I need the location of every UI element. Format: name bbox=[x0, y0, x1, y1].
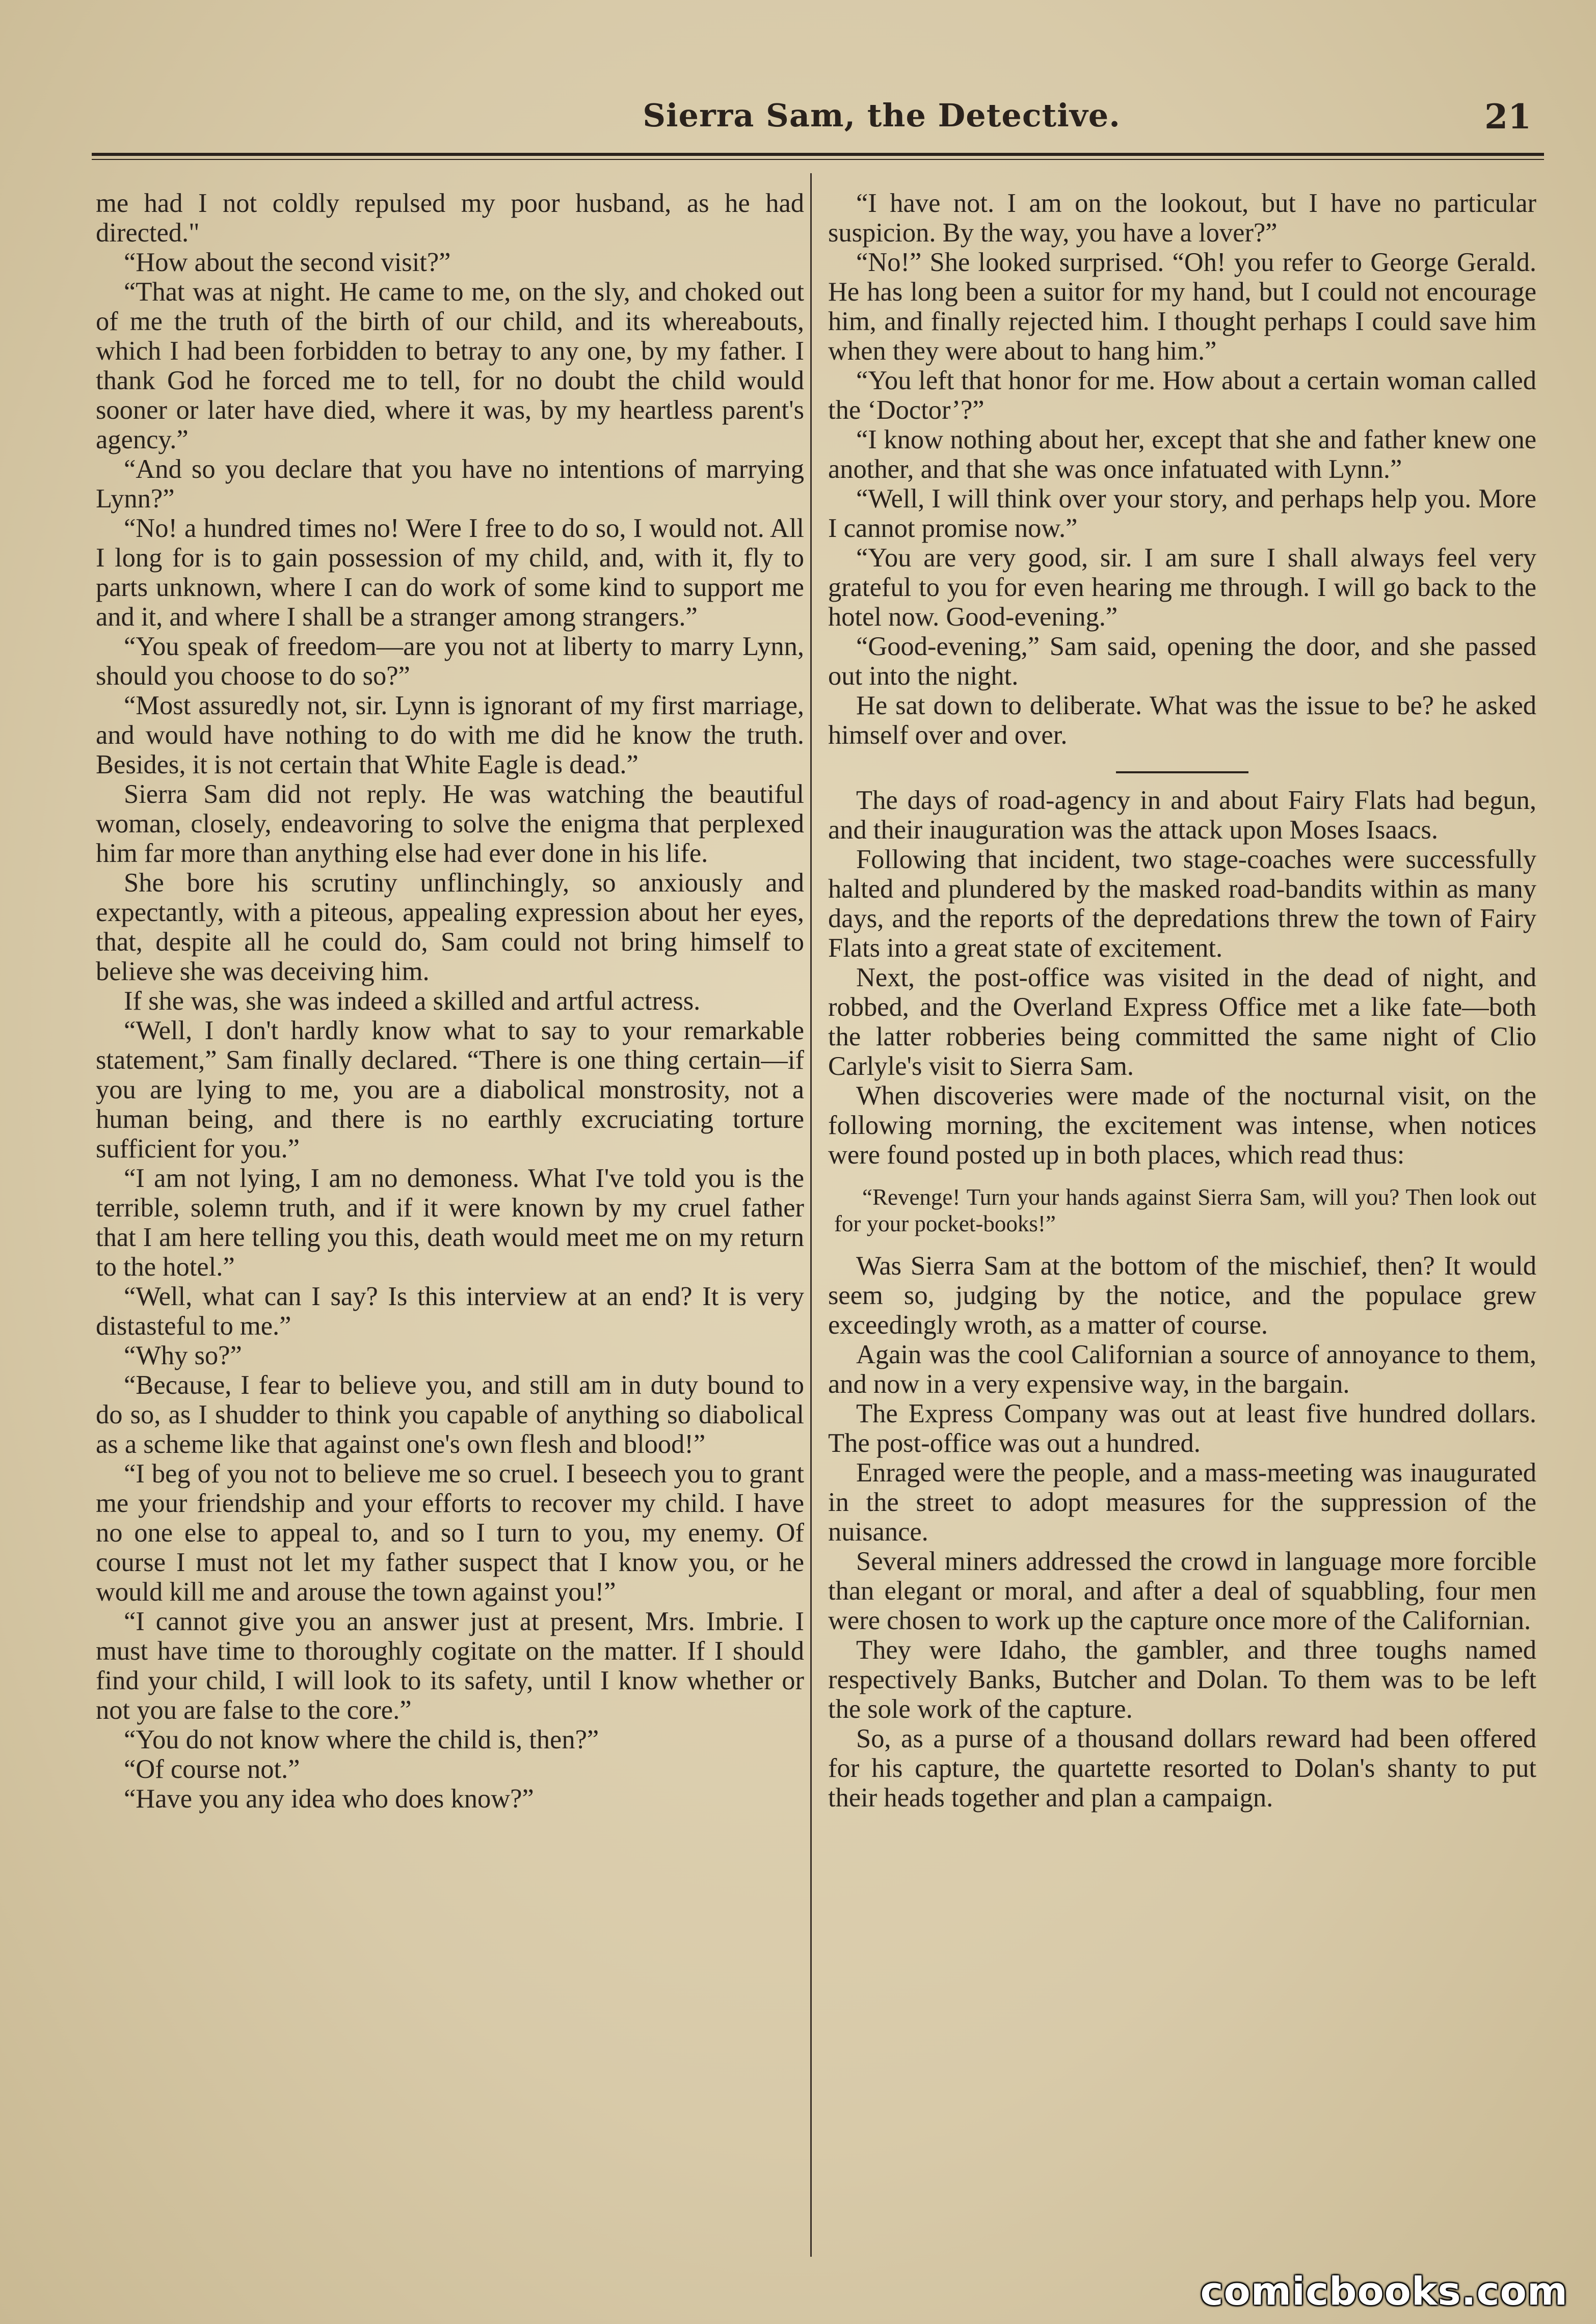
paragraph: “No!” She looked surprised. “Oh! you refer to George Gerald. He has long been a suitor for my hand, but I could not encourage him, and finally rejected him. I thought perhaps I could save him when they were about to hang him.” bbox=[828, 248, 1536, 366]
right-column bbox=[828, 188, 1536, 1813]
paragraph: Was Sierra Sam at the bottom of the mischief, then? It would seem so, judging by the notice, and the populace grew exceedingly wroth, as a matter of course. bbox=[828, 1251, 1536, 1340]
paragraph: Enraged were the people, and a mass-meeting was inaugurated in the street to adopt measures for the suppression of the nuisance. bbox=[828, 1458, 1536, 1547]
paragraph: She bore his scrutiny unflinchingly, so anxiously and expectantly, with a piteous, appealing expression about her eyes, that, despite all he could do, Sam could not bring himself to believe she was deceiving him. bbox=[96, 868, 804, 986]
paragraph: Next, the post-office was visited in the dead of night, and robbed, and the Overland Express Office met a like fate—both the latter robberies being committed the same night of Clio Carlyle's visit to Sierra Sam. bbox=[828, 963, 1536, 1081]
paragraph: “I beg of you not to believe me so cruel. I beseech you to grant me your friendship and your efforts to recover my child. I have no one else to appeal to, and so I turn to you, my enemy. Of course I must not let my father suspect that I know you, or he would kill me and arouse the town against you!” bbox=[96, 1459, 804, 1607]
paragraph: The Express Company was out at least five hundred dollars. The post-office was out a hundred. bbox=[828, 1399, 1536, 1458]
column-divider bbox=[810, 173, 812, 2257]
paragraph: When discoveries were made of the nocturnal visit, on the following morning, the excitement was intense, when notices were found posted up in both places, which read thus: bbox=[828, 1081, 1536, 1170]
paragraph: “You left that honor for me. How about a certain woman called the ‘Doctor’?” bbox=[828, 366, 1536, 425]
watermark: comicbooks.com bbox=[1200, 2268, 1568, 2314]
paragraph: “That was at night. He came to me, on the sly, and choked out of me the truth of the birth of our child, and its whereabouts, which I had been forbidden to betray to any one, by my father. I thank God he forced me to tell, for no doubt the child would sooner or later have died, where it was, by my heartless parent's agency.” bbox=[96, 277, 804, 454]
paragraph: “Well, I will think over your story, and perhaps help you. More I cannot promise now.” bbox=[828, 484, 1536, 543]
header-title: Sierra Sam, the Detective. bbox=[643, 97, 1121, 134]
paragraph: “How about the second visit?” bbox=[124, 248, 451, 277]
header-rule bbox=[92, 153, 1544, 156]
paragraph: So, as a purse of a thousand dollars reward had been offered for his capture, the quartette resorted to Dolan's shanty to put their heads together and plan a campaign. bbox=[828, 1724, 1536, 1813]
paragraph: “You speak of freedom—are you not at liberty to marry Lynn, should you choose to do so?” bbox=[96, 632, 804, 691]
paragraph: “Well, I don't hardly know what to say to your remarkable statement,” Sam finally declared. “There is one thing certain—if you are lying to me, you are a diabolical monstrosity, not a human being, and there is no earthly excruciating torture sufficient for you.” bbox=[96, 1016, 804, 1164]
paragraph: me had I not coldly repulsed my poor husband, as he had directed." bbox=[96, 188, 804, 248]
paragraph: “I am not lying, I am no demoness. What I've told you is the terrible, solemn truth, and if it were known by my cruel father that I am here telling you this, death would meet me on my return to the hotel.” bbox=[96, 1164, 804, 1282]
paragraph: “Well, what can I say? Is this interview at an end? It is very distasteful to me.” bbox=[96, 1282, 804, 1341]
paragraph: “Good-evening,” Sam said, opening the door, and she passed out into the night. bbox=[828, 632, 1536, 691]
paragraph: “You do not know where the child is, then?” bbox=[124, 1725, 599, 1754]
paragraph: “I cannot give you an answer just at present, Mrs. Imbrie. I must have time to thoroughly cogitate on the matter. If I should find your child, I will look to its safety, until I know whether or not you are false to the core.” bbox=[96, 1607, 804, 1725]
section-break-rule bbox=[1116, 771, 1248, 773]
paragraph: “Have you any idea who does know?” bbox=[124, 1784, 534, 1814]
left-column bbox=[96, 188, 804, 1814]
paragraph: He sat down to deliberate. What was the issue to be? he asked himself over and over. bbox=[828, 691, 1536, 750]
paragraph: They were Idaho, the gambler, and three toughs named respectively Banks, Butcher and Dolan. To them was to be left the sole work of the capture. bbox=[828, 1635, 1536, 1724]
paragraph: “Because, I fear to believe you, and still am in duty bound to do so, as I shudder to think you capable of anything so diabolical as a scheme like that against one's own flesh and blood!” bbox=[96, 1370, 804, 1459]
posted-notice: “Revenge! Turn your hands against Sierra Sam, will you? Then look out for your pocket-books!” bbox=[834, 1184, 1536, 1236]
page-number: 21 bbox=[1484, 97, 1531, 137]
paragraph: Sierra Sam did not reply. He was watching the beautiful woman, closely, endeavoring to solve the enigma that perplexed him far more than anything else had ever done in his life. bbox=[96, 779, 804, 868]
paragraph: Again was the cool Californian a source of annoyance to them, and now in a very expensive way, in the bargain. bbox=[828, 1340, 1536, 1399]
paragraph: The days of road-agency in and about Fairy Flats had begun, and their inauguration was the attack upon Moses Isaacs. bbox=[828, 786, 1536, 845]
paragraph: “No! a hundred times no! Were I free to do so, I would not. All I long for is to gain possession of my child, and, with it, fly to parts unknown, where I can do work of some kind to support me and it, and where I shall be a stranger among strangers.” bbox=[96, 514, 804, 632]
paragraph: “And so you declare that you have no intentions of marrying Lynn?” bbox=[96, 454, 804, 514]
paragraph: “Why so?” bbox=[124, 1341, 242, 1370]
paragraph: “You are very good, sir. I am sure I shall always feel very grateful to you for even hearing me through. I will go back to the hotel now. Good-evening.” bbox=[828, 543, 1536, 632]
running-header bbox=[92, 97, 1539, 153]
paragraph: “I know nothing about her, except that she and father knew one another, and that she was once infatuated with Lynn.” bbox=[828, 425, 1536, 484]
paragraph: Following that incident, two stage-coaches were successfully halted and plundered by the masked road-bandits within as many days, and the reports of the depredations threw the town of Fairy Flats into a great state of excitement. bbox=[828, 845, 1536, 963]
paragraph: Several miners addressed the crowd in language more forcible than elegant or moral, and after a deal of squabbling, four men were chosen to work up the capture once more of the Californian. bbox=[828, 1547, 1536, 1635]
paragraph: “I have not. I am on the lookout, but I have no particular suspicion. By the way, you have a lover?” bbox=[828, 188, 1536, 248]
paragraph: “Of course not.” bbox=[124, 1754, 300, 1784]
paragraph: “Most assuredly not, sir. Lynn is ignorant of my first marriage, and would have nothing to do with me did he know the truth. Besides, it is not certain that White Eagle is dead.” bbox=[96, 691, 804, 779]
paragraph: If she was, she was indeed a skilled and artful actress. bbox=[124, 986, 701, 1016]
